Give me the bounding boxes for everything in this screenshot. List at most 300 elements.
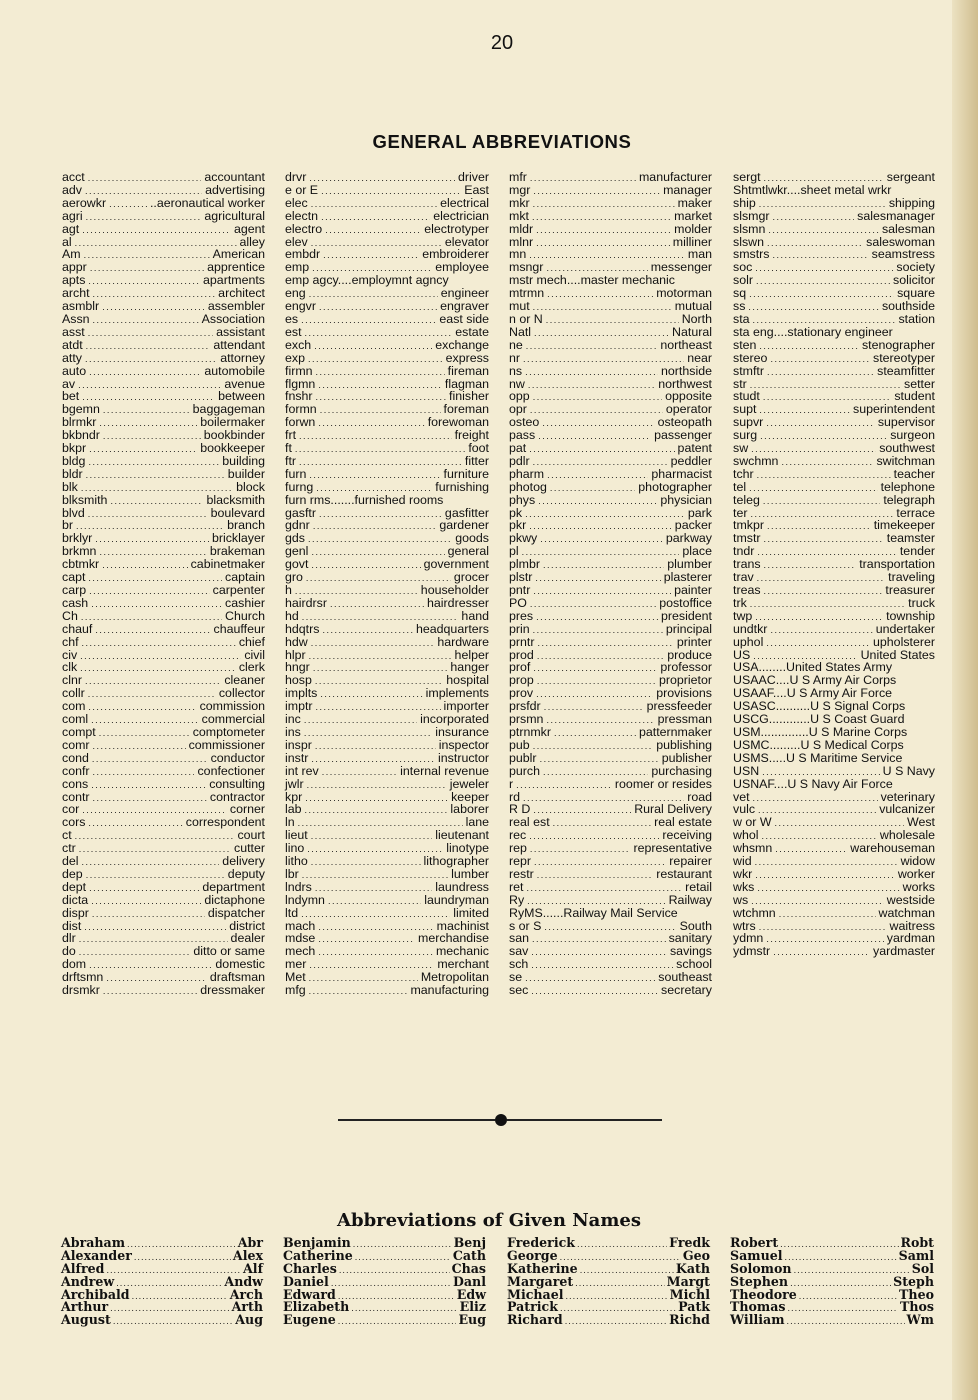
leader-dots [775, 843, 847, 856]
meaning: captain [225, 570, 265, 585]
leader-dots [533, 198, 675, 211]
meaning: society [896, 260, 935, 275]
abbreviation: ter [733, 505, 748, 520]
abbreviation: slswn [733, 234, 764, 249]
abbreviation: hd [285, 608, 299, 623]
meaning: manufacturer [638, 170, 712, 184]
abbreviation: surg [733, 428, 758, 443]
meaning: forewoman [427, 415, 489, 430]
abbreviation-row [733, 610, 935, 623]
leader-dots [766, 637, 870, 650]
abbreviation: inspr [285, 737, 312, 752]
abbreviation-row [509, 984, 712, 997]
leader-dots [102, 301, 205, 314]
meaning: milliner [672, 234, 712, 249]
leader-dots [755, 869, 895, 882]
meaning: maker [677, 195, 712, 210]
leader-dots [544, 701, 644, 714]
abbreviation: do [62, 944, 76, 959]
leader-dots [85, 675, 221, 688]
given-name: Eugene [283, 1312, 336, 1328]
meaning: furniture [443, 466, 489, 481]
leader-dots [106, 1265, 241, 1278]
abbreviation: hdw [285, 634, 308, 649]
abbreviation: Ry [509, 892, 525, 907]
abbreviation-row [62, 455, 265, 468]
leader-dots [536, 611, 658, 624]
meaning: commissioner [188, 737, 265, 752]
leader-dots [566, 1291, 668, 1304]
abbreviation-row [733, 623, 935, 636]
meaning: finisher [449, 389, 489, 404]
meaning: dressmaker [200, 983, 265, 998]
abbreviation: hlpr [285, 647, 306, 662]
name-abbreviation: Wm [906, 1312, 934, 1328]
abbreviation-row [509, 313, 712, 326]
meaning: branch [227, 518, 265, 533]
leader-dots [318, 379, 442, 392]
given-name: Margaret [507, 1273, 574, 1289]
abbreviation-row [733, 313, 935, 326]
leader-dots [523, 353, 684, 366]
abbreviation: drsmkr [62, 983, 100, 998]
abbreviation: opp [509, 389, 530, 404]
abbreviation: atty [62, 350, 82, 365]
abbreviation: cash [62, 595, 89, 610]
abbreviation: real est [509, 815, 550, 830]
leader-dots [544, 921, 676, 934]
meaning: steamfitter [877, 363, 935, 378]
meaning: advertising [205, 182, 265, 197]
abbreviation-row [285, 494, 489, 507]
leader-dots [538, 495, 657, 508]
leader-dots [91, 779, 206, 792]
meaning: setter [904, 376, 935, 391]
abbreviation: nw [509, 376, 525, 391]
abbreviation: tmkpr [733, 518, 764, 533]
leader-dots [305, 804, 448, 817]
meaning: estate [455, 324, 489, 339]
given-name: Archibald [61, 1286, 130, 1302]
meaning: district [229, 918, 265, 933]
abbreviation-row [62, 636, 265, 649]
abbreviation: rep [509, 841, 527, 856]
meaning: hardware [437, 634, 489, 649]
leader-dots [768, 224, 879, 237]
leader-dots [767, 520, 871, 533]
meaning: builder [227, 466, 265, 481]
leader-dots [328, 895, 421, 908]
name-abbreviation: Edw [456, 1286, 486, 1302]
leader-dots [538, 430, 651, 443]
given-name-row [507, 1314, 710, 1327]
meaning: cleaner [224, 673, 265, 688]
abbreviation-row [62, 468, 265, 481]
abbreviation: pl [509, 544, 519, 559]
given-name-row [283, 1314, 486, 1327]
leader-dots [315, 882, 432, 895]
abbreviation-row [509, 455, 712, 468]
abbreviation-row [733, 365, 935, 378]
meaning: inspector [438, 737, 489, 752]
meaning: messenger [650, 260, 712, 275]
abbreviation: sta [733, 311, 750, 326]
meaning: internal revenue [400, 763, 489, 778]
page-edge-shadow [952, 0, 978, 1400]
meaning: salesmanager [857, 208, 935, 223]
meaning: pressman [657, 712, 712, 727]
given-name: Edward [283, 1286, 336, 1302]
abbreviation: sta eng....stationary engineer [733, 324, 893, 339]
abbreviation: clk [62, 660, 78, 675]
abbreviation: cor [62, 802, 80, 817]
abbreviation: prsmn [509, 712, 544, 727]
abbreviation: litho [285, 854, 308, 869]
meaning: agricultural [204, 208, 265, 223]
meaning: West [907, 815, 935, 830]
leader-dots [127, 1239, 236, 1252]
meaning: driver [458, 170, 489, 184]
meaning: hanger [450, 660, 489, 675]
abbreviation-row [733, 726, 935, 739]
meaning: treasurer [885, 583, 935, 597]
leader-dots [763, 495, 880, 508]
abbreviation: pntr [509, 583, 531, 597]
abbreviation: blvd [62, 505, 85, 520]
leader-dots [526, 340, 658, 353]
meaning: solicitor [893, 273, 935, 288]
abbreviation-row [62, 778, 265, 791]
abbreviation: forwn [285, 415, 316, 430]
meaning: incorporated [420, 712, 489, 727]
leader-dots [522, 546, 680, 559]
leader-dots [110, 495, 203, 508]
abbreviation-row [62, 210, 265, 223]
meaning: limited [453, 905, 489, 920]
meaning: North [681, 311, 712, 326]
leader-dots [355, 1252, 451, 1265]
meaning: retail [685, 879, 712, 894]
abbreviation: wks [733, 879, 755, 894]
abbreviation-row [285, 636, 489, 649]
name-abbreviation: Michl [669, 1286, 710, 1302]
meaning: merchandise [418, 931, 489, 946]
abbreviation: tmstr [733, 531, 761, 546]
leader-dots [560, 1303, 676, 1316]
meaning: importer [443, 699, 489, 714]
abbreviation-row [62, 610, 265, 623]
meaning: engineer [440, 286, 489, 301]
abbreviation: bkpr [62, 441, 87, 456]
leader-dots [78, 379, 221, 392]
abbreviation-row [285, 223, 489, 236]
abbreviation: archt [62, 286, 90, 301]
meaning: waitress [889, 918, 935, 933]
abbreviation: USAAC....U S Army Air Corps [733, 673, 897, 688]
abbreviation: ydmn [733, 931, 764, 946]
leader-dots [530, 598, 656, 611]
abbreviation: wtrs [733, 918, 756, 933]
meaning: American [212, 247, 265, 262]
meaning: operator [665, 402, 712, 417]
meaning: teacher [893, 466, 935, 481]
abbreviation: eng [285, 286, 306, 301]
meaning: tender [899, 544, 935, 559]
abbreviation-row [509, 365, 712, 378]
abbreviation-row [285, 894, 489, 907]
meaning: pressfeeder [646, 699, 712, 714]
abbreviation: ret [509, 879, 524, 894]
leader-dots [750, 508, 893, 521]
leader-dots [295, 443, 465, 456]
leader-dots [322, 766, 397, 779]
meaning: seamstress [871, 247, 935, 262]
leader-dots [103, 404, 190, 417]
abbreviation: elev [285, 234, 308, 249]
meaning: deputy [227, 866, 265, 881]
meaning: patent [677, 441, 712, 456]
meaning: gardener [439, 518, 489, 533]
abbreviation-row [733, 352, 935, 365]
abbreviation: supt [733, 402, 757, 417]
name-abbreviation: Abr [237, 1235, 263, 1250]
leader-dots [529, 443, 674, 456]
abbreviation-row [62, 197, 265, 210]
abbreviation: ns [509, 363, 523, 378]
meaning: yardman [886, 931, 935, 946]
meaning: between [218, 389, 265, 404]
meaning: southside [881, 299, 935, 314]
meaning: householder [420, 583, 489, 597]
abbreviation: asmblr [62, 299, 100, 314]
abbreviation: mstr mech....master mechanic [509, 273, 675, 288]
meaning: undertaker [875, 621, 935, 636]
meaning: motorman [656, 286, 712, 301]
abbreviation: agri [62, 208, 83, 223]
abbreviation-row [62, 881, 265, 894]
meaning: apartments [203, 273, 265, 288]
abbrev-column-2 [285, 171, 489, 997]
abbreviation-row [285, 313, 489, 326]
abbreviation-row [509, 223, 712, 236]
given-name: Alfred [61, 1260, 105, 1276]
given-name: Catherine [283, 1247, 353, 1263]
abbreviation-row [62, 171, 265, 184]
abbreviation: pres [509, 608, 534, 623]
abbreviation: purch [509, 763, 540, 778]
meaning: helper [454, 647, 489, 662]
given-name: Solomon [730, 1260, 792, 1276]
abbreviation: ship [733, 195, 756, 210]
leader-dots [757, 572, 886, 585]
meaning: superintendent [853, 402, 935, 417]
meaning: savings [669, 944, 712, 959]
meaning: confectioner [197, 763, 265, 778]
leader-dots [309, 959, 434, 972]
abbreviation: coml [62, 712, 89, 727]
leader-dots [304, 727, 432, 740]
abbreviation-row [62, 726, 265, 739]
abbreviation-row [509, 868, 712, 881]
abbreviation: cons [62, 776, 89, 791]
abbreviation: govt [285, 557, 309, 572]
meaning: laundress [435, 879, 489, 894]
abbreviation: pdlr [509, 453, 530, 468]
leader-dots [534, 327, 669, 340]
leader-dots [790, 1278, 891, 1291]
meaning: consulting [209, 776, 265, 791]
meaning: northside [661, 363, 712, 378]
abbreviation: dicta [62, 892, 89, 907]
leader-dots [764, 533, 884, 546]
given-name: Richard [507, 1312, 563, 1328]
meaning: dealer [230, 931, 265, 946]
abbreviation: dist [62, 918, 82, 933]
meaning: wholesale [879, 828, 935, 843]
leader-dots [529, 520, 672, 533]
meaning: east side [439, 311, 489, 326]
meaning: lumber [451, 866, 489, 881]
meaning: telegraph [883, 492, 935, 507]
abbreviation-row [285, 429, 489, 442]
abbreviation: rd [509, 789, 521, 804]
abbreviation: str [733, 376, 747, 391]
leader-dots [575, 1278, 664, 1291]
abbreviation: RyMS......Railway Mail Service [509, 905, 678, 920]
abbreviation: ft [285, 441, 292, 456]
leader-dots [516, 779, 612, 792]
abbreviation: ins [285, 724, 301, 739]
leader-dots [88, 327, 213, 340]
leader-dots [89, 959, 212, 972]
abbreviation: ltd [285, 905, 299, 920]
leader-dots [308, 533, 452, 546]
leader-dots [304, 714, 417, 727]
meaning: market [674, 208, 712, 223]
given-name-row [730, 1314, 934, 1327]
meaning: department [202, 879, 265, 894]
leader-dots [537, 637, 673, 650]
leader-dots [86, 211, 202, 224]
abbreviation: opr [509, 402, 527, 417]
given-name: Thomas [730, 1299, 786, 1315]
abbreviation-row [733, 455, 935, 468]
leader-dots [316, 366, 445, 379]
abbreviation: studt [733, 389, 760, 404]
abbreviation: pass [509, 428, 536, 443]
abbreviation-row [509, 894, 712, 907]
name-abbreviation: Theo [899, 1286, 934, 1302]
leader-dots [759, 404, 850, 417]
abbreviation-row [285, 584, 489, 597]
abbreviation: vet [733, 789, 750, 804]
meaning: principal [665, 621, 712, 636]
abbreviation-row [62, 649, 265, 662]
meaning: ..aeronautical worker [149, 195, 265, 210]
abbreviation-row [62, 442, 265, 455]
leader-dots [88, 275, 200, 288]
abbreviation: acct [62, 170, 85, 184]
abbreviation: mn [509, 247, 527, 262]
abbreviation: dom [62, 957, 87, 972]
abbreviation-row [733, 326, 935, 339]
name-abbreviation: Andw [224, 1273, 263, 1289]
leader-dots [102, 559, 187, 572]
leader-dots [759, 340, 859, 353]
abbreviation-row [62, 352, 265, 365]
abbreviation-row [733, 442, 935, 455]
abbreviation-row [285, 442, 489, 455]
leader-dots [749, 288, 894, 301]
abbreviation-row [733, 481, 935, 494]
leader-dots [88, 456, 219, 469]
abbreviation: teleg [733, 492, 760, 507]
abbreviation: USA........United States Army [733, 660, 893, 675]
abbreviation: pat [509, 441, 527, 456]
leader-dots [748, 301, 879, 314]
abbreviation: bldr [62, 466, 83, 481]
meaning: flagman [444, 376, 489, 391]
abbreviation: com [62, 699, 86, 714]
abbreviation: sec [509, 983, 529, 998]
given-name: Alexander [61, 1247, 132, 1263]
abbreviation: pkwy [509, 531, 538, 546]
abbreviation: lieut [285, 828, 308, 843]
meaning: alley [239, 234, 265, 249]
leader-dots [755, 611, 883, 624]
leader-dots [299, 456, 462, 469]
abbreviation: collr [62, 686, 85, 701]
meaning: electrical [440, 195, 489, 210]
meaning: Association [201, 311, 265, 326]
leader-dots [536, 688, 653, 701]
abbreviation: plmbr [509, 557, 540, 572]
abbreviation: mgr [509, 182, 531, 197]
leader-dots [93, 740, 186, 753]
meaning: lithographer [423, 854, 489, 869]
abbreviation: gds [285, 531, 305, 546]
meaning: transportation [859, 557, 935, 572]
leader-dots [547, 288, 653, 301]
leader-dots [788, 1303, 898, 1316]
leader-dots [530, 172, 636, 185]
given-name: Benjamin [283, 1235, 351, 1250]
meaning: brakeman [209, 544, 265, 559]
abbreviation: mut [509, 299, 530, 314]
abbreviation-row [62, 855, 265, 868]
abbreviation-row [509, 352, 712, 365]
leader-dots [766, 417, 875, 430]
names-column-2 [283, 1237, 486, 1327]
meaning: roomer or resides [614, 776, 712, 791]
abbreviation: lbr [285, 866, 299, 881]
abbreviation: mach [285, 918, 316, 933]
meaning: electrician [433, 208, 489, 223]
abbreviation: adv [62, 182, 82, 197]
abbreviation: bgemn [62, 402, 100, 417]
abbreviation: ctr [62, 841, 76, 856]
abbreviation-row [733, 907, 935, 920]
name-abbreviation: Sol [911, 1260, 934, 1276]
abbreviation: se [509, 970, 523, 985]
abbreviation: ydmstr [733, 944, 771, 959]
leader-dots [531, 985, 658, 998]
meaning: provisions [656, 686, 712, 701]
meaning: machinist [436, 918, 489, 933]
leader-dots [80, 662, 236, 675]
abbreviation: tndr [733, 544, 755, 559]
abbreviation: stmftr [733, 363, 764, 378]
